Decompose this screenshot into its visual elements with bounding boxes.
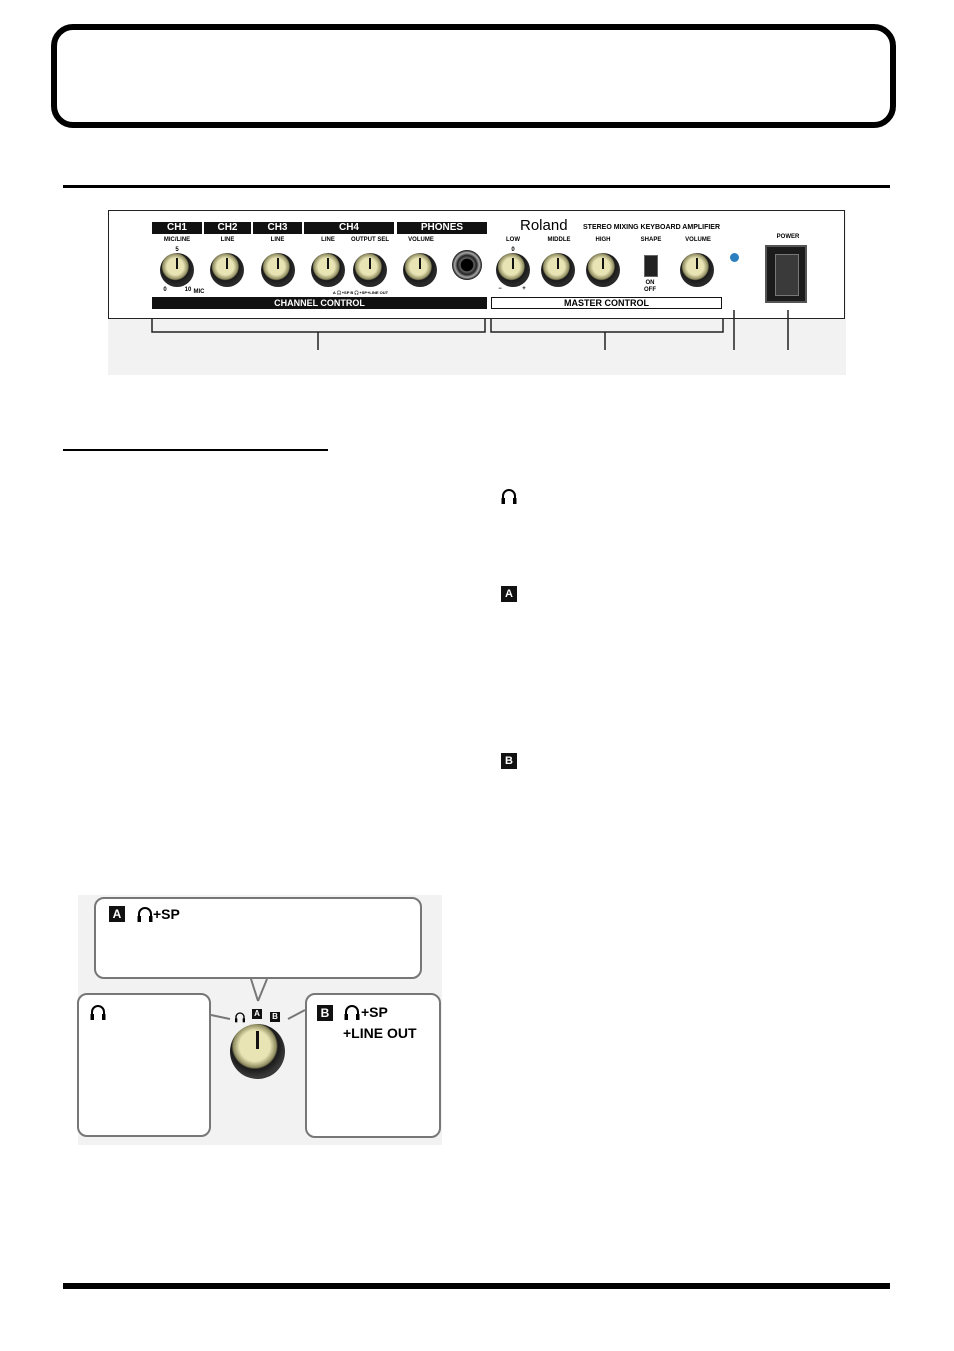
master-volume-knob[interactable] [680,253,714,287]
ch4-knob-label: LINE [321,237,335,243]
middle-knob[interactable] [541,253,575,287]
middle-label: MIDDLE [547,237,571,243]
output-sel-knob[interactable] [353,253,387,287]
ch3-knob-label: LINE [270,237,285,243]
high-label: HIGH [595,237,611,243]
section-heading-underline [63,449,328,451]
phones-jack[interactable] [452,250,482,280]
ch3-volume-knob[interactable] [261,253,295,287]
ch1-scale-max: 10 [184,287,192,293]
phones-header: PHONES [397,222,487,234]
power-indicator [730,253,739,262]
high-knob[interactable] [586,253,620,287]
dial-a-mark: A [252,1009,262,1019]
panel-callout-brackets [108,310,846,355]
ch2-volume-knob[interactable] [210,253,244,287]
phones-volume-label: VOLUME [408,237,434,243]
chapter-title-box [51,24,896,128]
callout-b-headphones-icon [343,1003,361,1021]
dial-b-mark: B [270,1012,280,1022]
low-scale-mid: 0 [511,247,515,253]
brand-model: STEREO MIXING KEYBOARD AMPLIFIER [583,224,721,231]
ch1-scale-mid: 5 [175,247,179,253]
ch2-header: CH2 [204,222,251,234]
master-volume-label: VOLUME [685,237,711,243]
callout-b-badge: B [317,1005,333,1021]
output-sel-label: OUTPUT SEL [350,237,389,243]
ch1-mic-mark: MIC [193,289,205,295]
low-scale-plus: + [522,286,526,292]
mode-a-badge: A [501,586,517,602]
mode-b-badge: B [501,753,517,769]
callout-a-badge: A [109,906,125,922]
callout-b-line2: +LINE OUT [343,1025,417,1041]
callout-a-text: +SP [153,906,180,922]
low-label: LOW [506,237,520,243]
ch1-header: CH1 [152,222,202,234]
ch4-output-legend: A 🎧+SP B 🎧+SP+LINE OUT [332,290,389,295]
shape-off-mark: OFF [644,287,656,293]
low-knob[interactable] [496,253,530,287]
callout-phones-icon [89,1003,107,1021]
ch1-knob-label: MIC/LINE [163,237,191,243]
shape-on-mark: ON [645,280,655,286]
power-label: POWER [776,234,800,240]
shape-label: SHAPE [640,237,662,243]
output-sel-dial[interactable] [230,1024,285,1079]
ch4-volume-knob[interactable] [311,253,345,287]
bottom-rule [63,1283,890,1289]
ch1-scale-min: 0 [163,287,167,293]
low-scale-minus: − [498,286,502,292]
brand-logo: Roland [520,217,568,234]
master-control-bar: MASTER CONTROL [491,297,722,309]
phones-volume-knob[interactable] [403,253,437,287]
callout-a-headphones-icon [136,905,154,923]
power-switch[interactable] [765,245,807,303]
dial-headphones-mark-icon [234,1011,246,1023]
top-rule [63,185,890,188]
ch3-header: CH3 [253,222,302,234]
ch2-knob-label: LINE [220,237,235,243]
shape-switch[interactable] [644,255,658,277]
headphones-icon [500,487,518,505]
ch4-header: CH4 [304,222,394,234]
channel-control-bar: CHANNEL CONTROL [152,297,487,309]
callout-b-line1: +SP [361,1004,388,1020]
ch1-volume-knob[interactable] [160,253,194,287]
